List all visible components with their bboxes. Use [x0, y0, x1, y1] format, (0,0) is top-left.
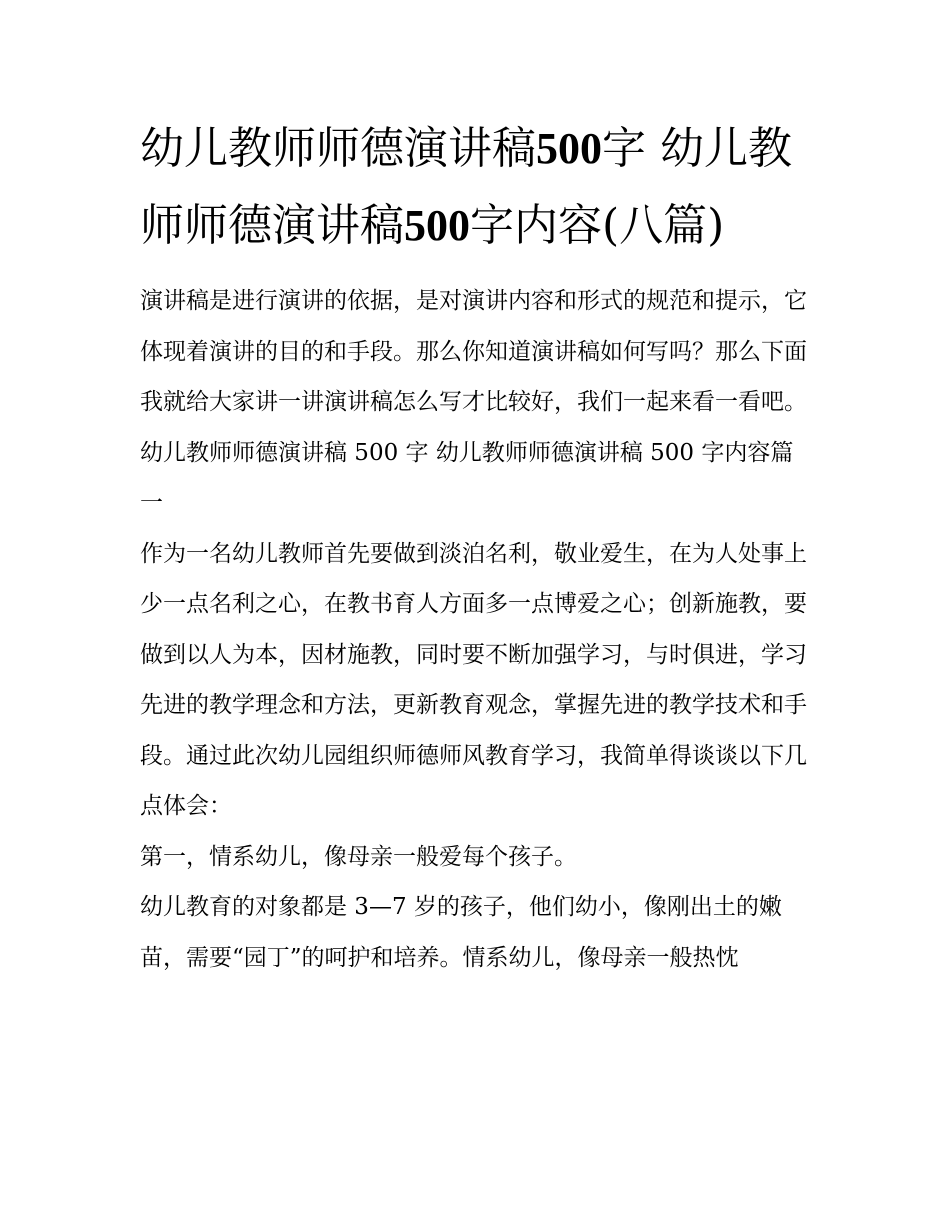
- title-part-number: 500: [536, 124, 602, 173]
- document-body: [140, 276, 815, 983]
- title-part: 字 幼儿教师师德演讲稿: [140, 123, 792, 251]
- intro-paragraph: 演讲稿是进行演讲的依据，是对演讲内容和形式的规范和提示，它体现着演讲的目的和手段。那么你知道演讲稿如何写吗？那么下面我就给大家讲一讲演讲稿怎么写才比较好，我们一起来看一看吧。: [140, 288, 807, 415]
- section-heading: 幼儿教师师德演讲稿 500 字 幼儿教师师德演讲稿 500 字内容篇一: [140, 439, 794, 516]
- document-content: [140, 110, 815, 983]
- body-paragraph: 幼儿教育的对象都是 3—7 岁的孩子，他们幼小，像刚出土的嫩苗，需要“园丁”的呵护和培养。情系幼儿，像母亲一般热忱: [140, 894, 782, 971]
- title-part: 字内容(八篇): [470, 200, 725, 251]
- body-paragraph: 作为一名幼儿教师首先要做到淡泊名利，敬业爱生，在为人处事上少一点名利之心，在教书育人方面多一点博爱之心；创新施教，要做到以人为本，因材施教，同时要不断加强学习，与时俱进，学习先进的教学理念和方法，更新教育观念，掌握先进的教学技术和手段。通过此次幼儿园组织师德师风教育学习，我简单得谈谈以下几点体会：: [140, 540, 807, 819]
- document-title: [140, 110, 815, 264]
- body-paragraph: 第一，情系幼儿，像母亲一般爱每个孩子。: [140, 843, 577, 870]
- title-part: 幼儿教师师德演讲稿: [140, 123, 536, 174]
- title-part-number: 500: [404, 201, 470, 250]
